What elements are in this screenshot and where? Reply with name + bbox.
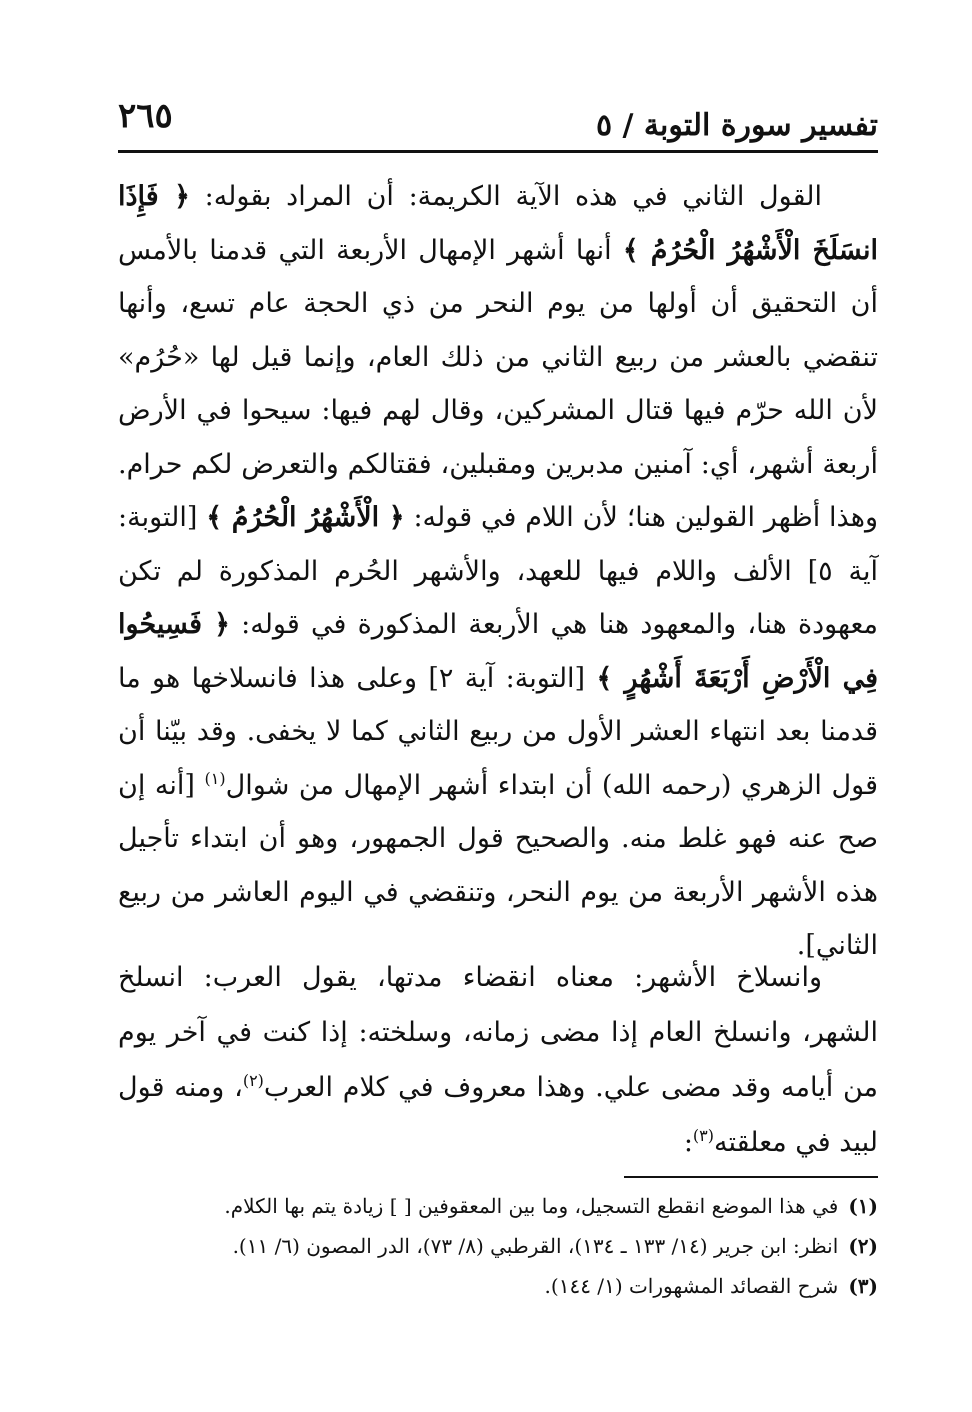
para2-text-b: ، ومنه قول لبيد في معلقته [118,1072,878,1158]
para1-text-d: [التوبة: آية ٢] وعلى هذا فانسلاخها هو ما قدمنا بعد انتهاء العشر الأول من ربيع الثاني كما لا يخفى. وقد بيّنا أن قول الزهري (رحمه الله) أن ابتداء أشهر الإمهال من شوال [118,662,878,801]
footnote-text: انظر: ابن جرير (١٤/ ١٣٣ ـ ١٣٤)، القرطبي (٨/ ٧٣)، الدر المصون (٦/ ١١). [232,1234,839,1258]
footnote-ref-1[interactable]: (١) [204,768,226,788]
footnote-separator [624,1176,878,1178]
quran-verse-1: ﴿ فَإِذَا انسَلَخَ الْأَشْهُرُ الْحُرُمُ ﴾ [118,181,878,266]
para1-text-e: [أنه إن صح عنه فهو غلط منه. والصحيح قول الجمهور، وهو أن ابتداء تأجيل هذه الأشهر الأربعة من يوم النحر، وتنقضي في اليوم العاشر من ربيع الثاني]. [118,769,878,961]
para2-text-a: وانسلاخ الأشهر: معناه انقضاء مدتها، يقول العرب: انسلخ الشهر، وانسلخ العام إذا مضى زمانه، وسلخته: إذا كنت في آخر يوم من أيامه وقد مضى علي. وهذا معروف في كلام العرب [118,962,878,1103]
footnote-text: في هذا الموضع انقطع التسجيل، وما بين المعقوفين [ ] زيادة يتم بها الكلام. [224,1194,839,1218]
header-rule [118,150,878,153]
paragraph-2 [118,950,878,1170]
para1-text-a: القول الثاني في هذه الآية الكريمة: أن المراد بقوله: [189,181,822,212]
footnote-number: (٣) [848,1274,878,1298]
footnote-3 [118,1266,878,1306]
footnote-ref-2[interactable]: (٢) [242,1071,264,1090]
footnote-text: شرح القصائد المشهورات (١/ ١٤٤). [544,1274,839,1298]
running-title: تفسير سورة التوبة / ٥ [595,108,878,143]
footnote-2 [118,1226,878,1266]
page-number: ٢٦٥ [118,96,173,136]
footnote-ref-3[interactable]: (٣) [692,1126,715,1145]
paragraph-1-text [118,170,878,973]
quran-verse-3: ﴿ فَسِيحُوا فِي الْأَرْضِ أَرْبَعَةَ أَشْهُرٍ ﴾ [118,609,878,694]
footnote-1 [118,1186,878,1226]
footnote-number: (١) [848,1194,878,1218]
para1-text-b: أنها أشهر الإمهال الأربعة التي قدمنا بالأمس أن التحقيق أن أولها من يوم النحر من ذي الحجة عام تسع، وأنها تنقضي بالعشر من ربيع الثاني من ذلك العام، وإنما قيل لها «حُرُم» لأن الله حرّم فيها قتال المشركين، وقال لهم فيها: سيحوا في الأرض أربعة أشهر، أي: آمنين مدبرين ومقبلين، فقتالكم والتعرض لكم حرام. وهذا أظهر القولين هنا؛ لأن اللام في قوله: [118,234,878,533]
paragraph-1 [118,170,878,973]
page-header [118,92,878,152]
para1-text-c: [التوبة: آية ٥] الألف واللام فيها للعهد، والأشهر الحُرم المذكورة لم تكن معهودة هنا، والمعهود هنا هي الأربعة المذكورة في قوله: [118,502,878,640]
para2-text-c: : [683,1127,693,1158]
footnotes [118,1186,878,1306]
paragraph-2-text [118,950,878,1170]
quran-verse-2: ﴿ الْأَشْهُرُ الْحُرُمُ ﴾ [206,502,405,533]
footnote-number: (٢) [848,1234,878,1258]
